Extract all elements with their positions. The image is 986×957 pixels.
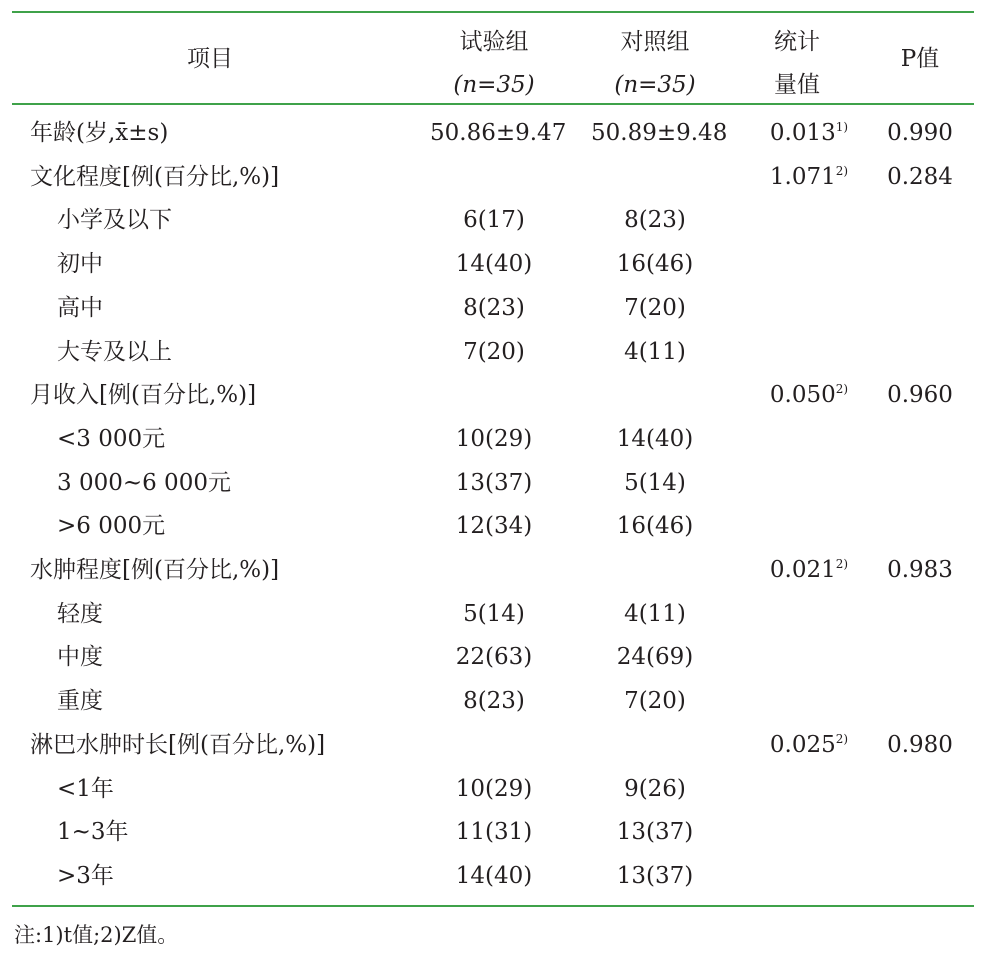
row-sublabel: 3 000~6 000元 bbox=[57, 469, 231, 496]
cell-ctl-group: 14(40) bbox=[616, 425, 694, 452]
table-row bbox=[0, 417, 986, 461]
table-row bbox=[0, 286, 986, 330]
cell-p-value: 0.980 bbox=[887, 731, 953, 758]
stat-footnote-mark: 2) bbox=[835, 731, 849, 746]
stat-value: 0.025 bbox=[769, 731, 836, 758]
table-row bbox=[0, 198, 986, 242]
cell-ctl-group: 4(11) bbox=[624, 338, 686, 365]
stat-value: 1.071 bbox=[769, 163, 836, 190]
cell-exp-group: 5(14) bbox=[463, 600, 525, 627]
cell-p-value: 0.990 bbox=[887, 120, 953, 146]
row-sublabel: 1~3年 bbox=[57, 819, 129, 846]
header-item: 项目 bbox=[187, 46, 233, 72]
cell-ctl-group: 9(26) bbox=[624, 775, 686, 802]
cell-p-value: 0.960 bbox=[887, 382, 953, 409]
table-row bbox=[0, 461, 986, 505]
cell-ctl-group: 16(46) bbox=[616, 251, 694, 278]
table-footnote: 注:1)t值;2)Z值。 bbox=[14, 923, 179, 947]
table-row bbox=[0, 548, 986, 592]
cell-ctl-group: 13(37) bbox=[616, 819, 694, 846]
cell-exp-group: 11(31) bbox=[455, 819, 533, 846]
cell-exp-group: 6(17) bbox=[463, 207, 525, 234]
cell-ctl-group: 50.89±9.48 bbox=[591, 120, 728, 146]
cell-exp-group: 8(23) bbox=[463, 294, 525, 321]
header-ctl-n: (n=35) bbox=[614, 72, 696, 98]
row-label: 月收入[例(百分比,%)] bbox=[30, 382, 257, 409]
row-label: 年龄(岁,x̄±s) bbox=[30, 120, 169, 146]
cell-exp-group: 14(40) bbox=[455, 862, 533, 889]
row-sublabel: >3年 bbox=[57, 862, 114, 889]
cell-ctl-group: 24(69) bbox=[616, 644, 694, 671]
stat-footnote-mark: 2) bbox=[835, 382, 849, 397]
cell-stat-value bbox=[763, 162, 855, 192]
cell-stat-value bbox=[763, 380, 855, 410]
cell-exp-group: 13(37) bbox=[455, 469, 533, 496]
table-row bbox=[0, 767, 986, 811]
cell-exp-group: 10(29) bbox=[455, 425, 533, 452]
row-sublabel: 大专及以上 bbox=[57, 338, 172, 365]
cell-ctl-group: 8(23) bbox=[624, 207, 686, 234]
header-exp-group: 试验组 bbox=[459, 29, 529, 55]
cell-ctl-group: 13(37) bbox=[616, 862, 694, 889]
cell-stat-value bbox=[763, 555, 855, 585]
stat-footnote-mark: 2) bbox=[835, 557, 849, 571]
row-sublabel: 重度 bbox=[57, 688, 103, 715]
table-row bbox=[0, 592, 986, 636]
row-label: 文化程度[例(百分比,%)] bbox=[30, 163, 280, 190]
table-row bbox=[0, 111, 986, 155]
row-sublabel: 高中 bbox=[57, 294, 103, 321]
table-header-rule bbox=[12, 103, 974, 105]
row-label: 淋巴水肿时长[例(百分比,%)] bbox=[30, 731, 326, 758]
cell-stat-value bbox=[763, 730, 855, 760]
cell-ctl-group: 5(14) bbox=[624, 469, 686, 496]
table-row bbox=[0, 679, 986, 723]
stat-value: 0.021 bbox=[769, 557, 836, 583]
table-row bbox=[0, 504, 986, 548]
row-label: 水肿程度[例(百分比,%)] bbox=[30, 557, 280, 583]
table-row bbox=[0, 723, 986, 767]
row-sublabel: >6 000元 bbox=[57, 513, 166, 540]
table-row bbox=[0, 155, 986, 199]
stat-footnote-mark: 2) bbox=[835, 163, 849, 178]
cell-stat-value bbox=[763, 118, 855, 148]
cell-p-value: 0.284 bbox=[887, 163, 953, 190]
table-row bbox=[0, 810, 986, 854]
row-sublabel: <3 000元 bbox=[57, 425, 166, 452]
header-stat-line1: 统计 bbox=[774, 29, 820, 55]
cell-ctl-group: 7(20) bbox=[624, 688, 686, 715]
header-exp-n: (n=35) bbox=[453, 72, 535, 98]
header-ctl-group: 对照组 bbox=[620, 29, 690, 55]
stat-value: 0.013 bbox=[769, 120, 836, 146]
stat-footnote-mark: 1) bbox=[835, 120, 849, 134]
header-stat-line2: 量值 bbox=[774, 72, 820, 98]
table-row bbox=[0, 242, 986, 286]
cell-exp-group: 50.86±9.47 bbox=[430, 120, 567, 146]
table-row bbox=[0, 635, 986, 679]
header-p-value: P值 bbox=[900, 46, 940, 72]
cell-exp-group: 7(20) bbox=[463, 338, 525, 365]
cell-p-value: 0.983 bbox=[887, 557, 953, 583]
cell-exp-group: 22(63) bbox=[455, 644, 533, 671]
table-top-rule bbox=[12, 11, 974, 13]
cell-ctl-group: 16(46) bbox=[616, 513, 694, 540]
stat-value: 0.050 bbox=[769, 382, 836, 409]
row-sublabel: <1年 bbox=[57, 775, 114, 802]
cell-exp-group: 14(40) bbox=[455, 251, 533, 278]
cell-ctl-group: 4(11) bbox=[624, 600, 686, 627]
cell-ctl-group: 7(20) bbox=[624, 294, 686, 321]
table-row bbox=[0, 373, 986, 417]
row-sublabel: 中度 bbox=[57, 644, 103, 671]
table-bottom-rule bbox=[12, 905, 974, 907]
row-sublabel: 小学及以下 bbox=[57, 207, 172, 234]
cell-exp-group: 10(29) bbox=[455, 775, 533, 802]
cell-exp-group: 12(34) bbox=[455, 513, 533, 540]
cell-exp-group: 8(23) bbox=[463, 688, 525, 715]
table-row bbox=[0, 330, 986, 374]
table-row bbox=[0, 854, 986, 898]
row-sublabel: 轻度 bbox=[57, 600, 103, 627]
row-sublabel: 初中 bbox=[57, 251, 103, 278]
